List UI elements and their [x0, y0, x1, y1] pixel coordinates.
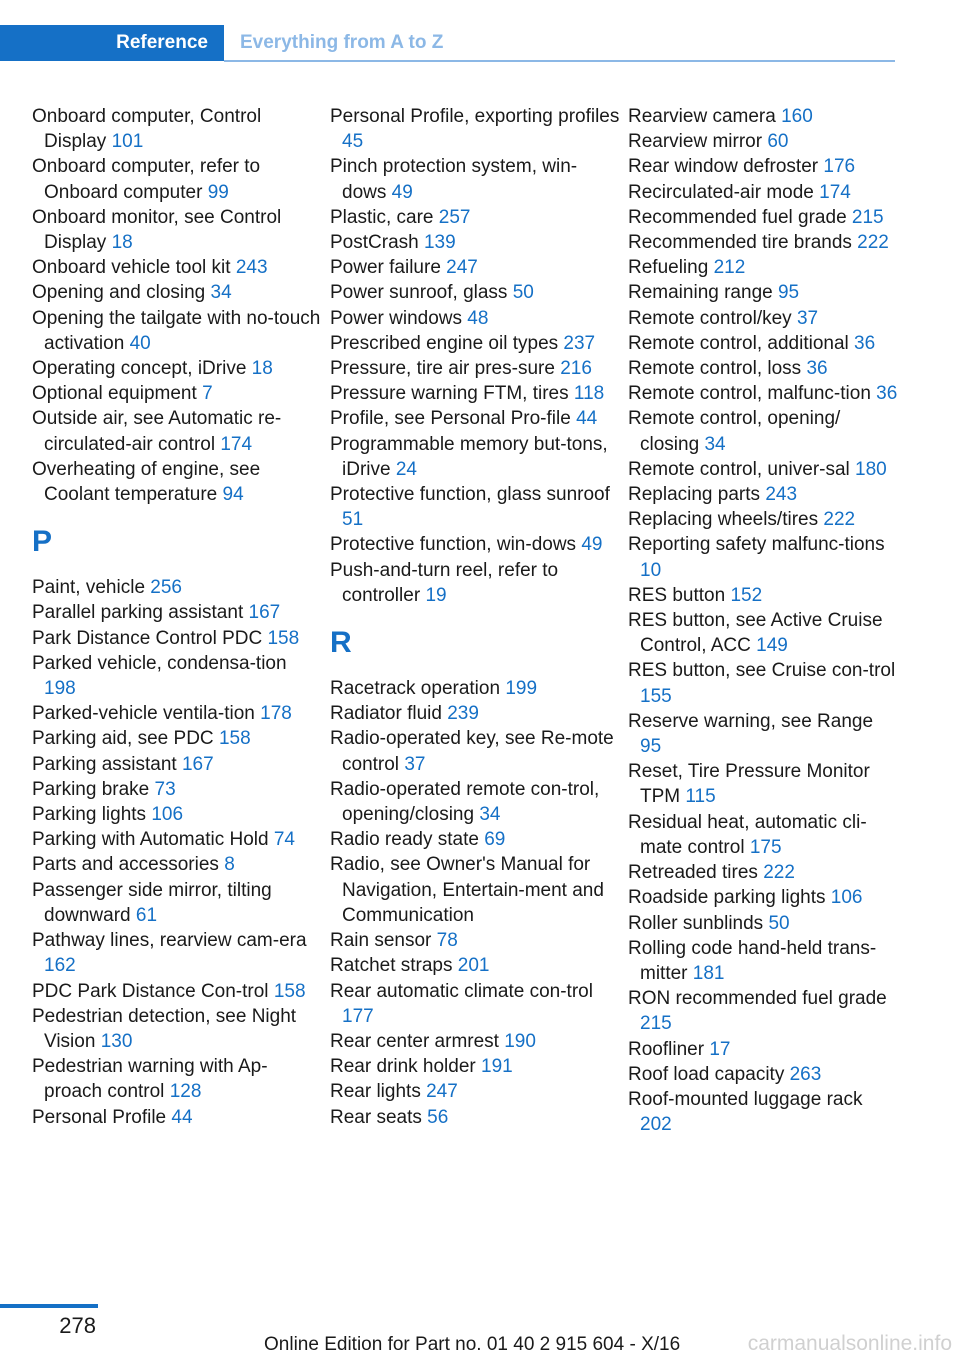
- page-link[interactable]: 263: [789, 1063, 822, 1085]
- index-entry: [330, 676, 620, 701]
- page-link[interactable]: 158: [267, 627, 300, 649]
- section-letter: R: [330, 626, 352, 660]
- index-entry: [628, 860, 898, 885]
- index-entry-text: Radio, see Owner's Manual for Navigation, Entertain-ment and Communication: [330, 854, 604, 926]
- page-link[interactable]: 106: [151, 804, 184, 826]
- index-entry-text: Remote control, malfunc-tion: [628, 383, 871, 405]
- page-link[interactable]: 152: [730, 584, 763, 606]
- index-entry-text: Retreaded tires: [628, 862, 758, 884]
- index-entry: [330, 558, 620, 608]
- index-entry: [330, 356, 620, 381]
- page-link[interactable]: 99: [207, 181, 229, 203]
- index-entry-text: Racetrack operation: [330, 678, 501, 700]
- index-entry-text: Power sunroof, glass: [330, 282, 508, 304]
- page-link[interactable]: 73: [154, 778, 176, 800]
- index-entry: [330, 406, 620, 431]
- page-link[interactable]: 8: [224, 854, 235, 876]
- index-entry-text: Passenger side mirror, tilting downward: [32, 879, 272, 926]
- index-entry-text: Remote control/key: [628, 307, 792, 329]
- index-entry: [628, 986, 898, 1036]
- index-entry: [628, 1037, 898, 1062]
- page-link[interactable]: 101: [111, 131, 144, 153]
- page-link[interactable]: 167: [248, 602, 281, 624]
- index-entry-text: Profile, see Personal Pro-file: [330, 408, 571, 430]
- page-link[interactable]: 149: [756, 635, 788, 657]
- index-entry-text: Rear drink holder: [330, 1056, 476, 1078]
- index-entry-text: Parking assistant: [32, 753, 177, 775]
- index-entry: [628, 180, 898, 205]
- page-link[interactable]: 69: [484, 829, 506, 851]
- index-entry: [628, 1062, 898, 1087]
- index-entry-text: Refueling: [628, 257, 709, 279]
- index-entry-text: Rearview camera: [628, 106, 776, 127]
- index-entry: [330, 205, 620, 230]
- index-entry-text: PDC Park Distance Con-trol: [32, 980, 269, 1002]
- index-entry-text: Rear lights: [330, 1081, 421, 1103]
- page-link[interactable]: 49: [581, 534, 603, 556]
- index-entry: [628, 406, 898, 456]
- index-entry: [32, 651, 322, 701]
- index-entry: [330, 1079, 620, 1104]
- watermark: carmanualsonline.info: [747, 1332, 952, 1355]
- section-letter: P: [32, 525, 53, 559]
- index-entry-text: Parking with Automatic Hold: [32, 829, 269, 851]
- page-link[interactable]: 247: [446, 257, 478, 279]
- index-entry-text: Onboard computer, Control Display: [32, 106, 262, 153]
- index-entry-text: Plastic, care: [330, 206, 434, 228]
- index-entry-text: Rolling code hand-held trans-mitter: [628, 937, 877, 984]
- page-link[interactable]: 94: [222, 484, 244, 506]
- index-entry: [32, 979, 322, 1004]
- page-link[interactable]: 19: [425, 584, 447, 606]
- page-link[interactable]: 174: [819, 181, 851, 203]
- index-entry-text: Rear center armrest: [330, 1030, 499, 1052]
- index-entry-text: Push-and-turn reel, refer to controller: [330, 559, 559, 606]
- page-link[interactable]: 51: [342, 509, 364, 531]
- page-link[interactable]: 115: [685, 786, 716, 808]
- page-link[interactable]: 24: [395, 458, 417, 480]
- index-entry-text: Protective function, win-dows: [330, 534, 577, 556]
- page-link[interactable]: 256: [150, 577, 182, 599]
- index-entry: [628, 885, 898, 910]
- index-entry: [32, 928, 322, 978]
- index-entry-text: Personal Profile, exporting profiles: [330, 106, 620, 127]
- index-entry: [628, 1087, 898, 1137]
- index-entry: [330, 852, 620, 928]
- index-entry: [32, 852, 322, 877]
- index-entry: [330, 1105, 620, 1130]
- index-entry-text: Remaining range: [628, 282, 773, 304]
- index-entry: [628, 457, 898, 482]
- page-link[interactable]: 34: [704, 433, 726, 455]
- index-entry-text: Power windows: [330, 307, 462, 329]
- index-entry: [32, 1054, 322, 1104]
- page-link[interactable]: 198: [44, 678, 76, 700]
- index-column-2: [330, 104, 620, 1130]
- index-entry: [330, 381, 620, 406]
- index-entry-text: PostCrash: [330, 232, 419, 254]
- page-link[interactable]: 50: [512, 282, 534, 304]
- page-link[interactable]: 158: [218, 728, 251, 750]
- index-entry-text: Pressure warning FTM, tires: [330, 383, 569, 405]
- index-entry-text: Outside air, see Automatic re-circulated-air control: [32, 408, 282, 455]
- index-entry: [628, 306, 898, 331]
- page-link[interactable]: 257: [438, 206, 471, 228]
- index-entry: [628, 230, 898, 255]
- page-link[interactable]: 56: [427, 1106, 449, 1128]
- page-link[interactable]: 199: [505, 678, 538, 700]
- index-entry: [330, 482, 620, 532]
- index-entry: [330, 432, 620, 482]
- index-entry: [32, 381, 322, 406]
- page-link[interactable]: 17: [709, 1038, 731, 1060]
- page-link[interactable]: 18: [251, 358, 273, 380]
- index-entry-text: Parts and accessories: [32, 854, 219, 876]
- page-link[interactable]: 37: [404, 753, 426, 775]
- index-column-1: [32, 104, 322, 1130]
- page-link[interactable]: 174: [220, 433, 253, 455]
- page-link[interactable]: 155: [640, 685, 672, 707]
- page-number-bar: [0, 1304, 98, 1308]
- index-entry: [32, 726, 322, 751]
- index-entry: [32, 104, 322, 154]
- page-number: 278: [59, 1313, 96, 1338]
- page-link[interactable]: 50: [768, 912, 790, 934]
- index-entry-text: Replacing wheels/tires: [628, 509, 819, 531]
- index-entry: [330, 280, 620, 305]
- page-link[interactable]: 34: [479, 804, 501, 826]
- index-entry-text: Protective function, glass sunroof: [330, 484, 610, 506]
- index-entry-text: Radio ready state: [330, 829, 479, 851]
- page-link[interactable]: 118: [573, 383, 605, 405]
- index-entry: [32, 777, 322, 802]
- index-entry: [32, 205, 322, 255]
- index-entry: [628, 356, 898, 381]
- section-title[interactable]: Everything from A to Z: [240, 32, 444, 53]
- index-entry: [32, 457, 322, 507]
- index-entry: [32, 406, 322, 456]
- page-link[interactable]: 212: [713, 257, 746, 279]
- index-entry-text: Parallel parking assistant: [32, 602, 244, 624]
- index-entry-text: Parking aid, see PDC: [32, 728, 214, 750]
- page-link[interactable]: 175: [749, 836, 782, 858]
- index-entry-text: Replacing parts: [628, 484, 761, 506]
- index-entry-text: Rear automatic climate con-trol: [330, 980, 593, 1002]
- page-link[interactable]: 215: [640, 1013, 672, 1035]
- index-entry: [628, 154, 898, 179]
- index-entry: [628, 608, 898, 658]
- index-entry: [628, 104, 898, 129]
- index-entry-text: Operating concept, iDrive: [32, 358, 247, 380]
- index-entry: [330, 306, 620, 331]
- page-link[interactable]: 243: [765, 484, 798, 506]
- index-entry: [32, 600, 322, 625]
- index-entry: [32, 1105, 322, 1130]
- index-entry-text: Residual heat, automatic cli-mate control: [628, 811, 867, 858]
- index-entry-text: Personal Profile: [32, 1106, 167, 1128]
- page-link[interactable]: 243: [235, 257, 268, 279]
- page-link[interactable]: 44: [576, 408, 598, 430]
- index-entry: [330, 726, 620, 776]
- index-entry-text: Opening and closing: [32, 282, 206, 304]
- page-link[interactable]: 222: [857, 232, 889, 254]
- index-entry-text: Roller sunblinds: [628, 912, 764, 934]
- index-entry-text: Opening the tailgate with no-touch activation: [32, 307, 321, 354]
- page-link[interactable]: 48: [467, 307, 489, 329]
- index-entry-text: Pressure, tire air pres-sure: [330, 358, 555, 380]
- index-entry-text: Rearview mirror: [628, 131, 763, 153]
- page-link[interactable]: 95: [640, 736, 662, 758]
- index-entry-text: Parking brake: [32, 778, 150, 800]
- page-link[interactable]: 178: [260, 703, 292, 725]
- index-entry: [330, 230, 620, 255]
- index-entry-text: Pedestrian detection, see Night Vision: [32, 1005, 297, 1052]
- index-entry-text: Radio-operated key, see Re-mote control: [330, 728, 614, 775]
- index-entry-text: Remote control, univer-sal: [628, 458, 850, 480]
- index-entry-text: Prescribed engine oil types: [330, 332, 559, 354]
- index-entry: [628, 911, 898, 936]
- page-link[interactable]: 158: [273, 980, 306, 1002]
- index-entry-text: Radiator fluid: [330, 703, 442, 725]
- index-entry: [628, 709, 898, 759]
- edition-footer: Online Edition for Part no. 01 40 2 915 604 - X/16: [264, 1334, 681, 1355]
- index-entry: [628, 129, 898, 154]
- index-entry-text: Roof load capacity: [628, 1063, 785, 1085]
- index-entry: [32, 255, 322, 280]
- page-link[interactable]: 202: [640, 1114, 672, 1136]
- index-entry-text: Remote control, additional: [628, 332, 849, 354]
- index-entry-text: Reset, Tire Pressure Monitor TPM: [628, 761, 870, 808]
- page-link[interactable]: 247: [426, 1081, 458, 1103]
- index-entry: [32, 626, 322, 651]
- index-entry: [32, 701, 322, 726]
- page-link[interactable]: 180: [855, 458, 887, 480]
- index-entry-text: Radio-operated remote con-trol, opening/closing: [330, 778, 600, 826]
- index-entry-text: Remote control, opening/ closing: [628, 408, 841, 455]
- index-entry-text: Pathway lines, rearview cam-era: [32, 930, 307, 952]
- index-entry: [628, 936, 898, 986]
- index-entry-text: Onboard computer, refer to Onboard computer: [32, 156, 261, 203]
- index-entry: [628, 205, 898, 230]
- index-entry-text: Remote control, loss: [628, 358, 802, 380]
- index-entry-text: Reporting safety malfunc-tions: [628, 534, 885, 556]
- index-entry: [330, 827, 620, 852]
- page-link[interactable]: 78: [436, 930, 458, 952]
- index-entry: [628, 507, 898, 532]
- index-entry-text: Roadside parking lights: [628, 887, 826, 909]
- page-link[interactable]: 130: [100, 1030, 133, 1052]
- page-link[interactable]: 74: [273, 829, 295, 851]
- index-entry-text: Parking lights: [32, 804, 147, 826]
- index-entry-text: Paint, vehicle: [32, 577, 146, 599]
- page-header: [0, 25, 895, 61]
- page-link[interactable]: 162: [44, 955, 76, 977]
- page-link[interactable]: 222: [823, 509, 856, 531]
- index-entry-text: Recommended tire brands: [628, 232, 852, 254]
- index-entry: [628, 280, 898, 305]
- index-entry: [32, 1004, 322, 1054]
- index-entry: [628, 583, 898, 608]
- page-link[interactable]: 44: [171, 1106, 193, 1128]
- index-entry-text: Ratchet straps: [330, 955, 453, 977]
- index-entry: [32, 827, 322, 852]
- index-entry-text: Optional equipment: [32, 383, 197, 405]
- page-link[interactable]: 201: [457, 955, 490, 977]
- index-entry: [628, 759, 898, 809]
- index-entry: [330, 1054, 620, 1079]
- page-link[interactable]: 36: [876, 383, 898, 405]
- page-link[interactable]: 61: [135, 904, 158, 926]
- index-entry: [330, 701, 620, 726]
- index-entry: [330, 928, 620, 953]
- index-entry: [330, 255, 620, 280]
- page-link[interactable]: 176: [823, 156, 856, 178]
- index-entry: [330, 104, 620, 154]
- index-entry-text: Overheating of engine, see Coolant temperature: [32, 458, 261, 506]
- index-entry-text: RES button: [628, 584, 726, 606]
- index-entry-text: Pinch protection system, win-dows: [330, 156, 578, 203]
- index-entry: [330, 331, 620, 356]
- page-link[interactable]: 40: [129, 332, 151, 354]
- index-entry-text: RES button, see Cruise con-trol: [628, 660, 896, 682]
- index-entry: [32, 306, 322, 356]
- page-link[interactable]: 215: [851, 206, 884, 228]
- index-entry: [628, 658, 898, 708]
- index-entry-text: Power failure: [330, 257, 441, 279]
- index-entry-text: Onboard monitor, see Control Display: [32, 206, 282, 254]
- page-link[interactable]: 60: [767, 131, 789, 153]
- index-entry-text: Park Distance Control PDC: [32, 627, 263, 649]
- page-link[interactable]: 49: [391, 181, 413, 203]
- index-entry: [32, 752, 322, 777]
- page-link[interactable]: 36: [806, 358, 828, 380]
- index-entry-text: Roofliner: [628, 1038, 705, 1060]
- index-entry-text: Parked vehicle, condensa-tion: [32, 652, 287, 674]
- index-entry-text: Pedestrian warning with Ap-proach control: [32, 1056, 268, 1103]
- index-entry-text: Roof-mounted luggage rack: [628, 1088, 863, 1110]
- page-link[interactable]: 95: [777, 282, 800, 304]
- page-link[interactable]: 237: [563, 332, 596, 354]
- index-entry-text: Recommended fuel grade: [628, 206, 847, 228]
- page-link[interactable]: 181: [692, 962, 725, 984]
- page-link[interactable]: 34: [210, 282, 232, 304]
- index-entry: [32, 878, 322, 928]
- page-link[interactable]: 167: [181, 753, 214, 775]
- index-entry: [628, 482, 898, 507]
- section-tab[interactable]: Reference: [0, 25, 224, 61]
- page-link[interactable]: 139: [423, 232, 456, 254]
- index-entry: [330, 777, 620, 827]
- header-rule: [224, 60, 895, 62]
- index-entry: [32, 802, 322, 827]
- index-entry-text: Rear window defroster: [628, 156, 819, 178]
- index-entry: [330, 953, 620, 978]
- index-entry: [628, 532, 898, 582]
- index-entry-text: RON recommended fuel grade: [628, 988, 887, 1010]
- page-link[interactable]: 37: [796, 307, 819, 329]
- index-entry-text: Parked-vehicle ventila-tion: [32, 703, 255, 725]
- index-entry: [628, 810, 898, 860]
- page-link[interactable]: 128: [169, 1081, 202, 1103]
- index-entry-text: RES button, see Active Cruise Control, ACC: [628, 610, 883, 657]
- index-entry: [32, 575, 322, 600]
- page-link[interactable]: 106: [830, 887, 863, 909]
- index-entry-text: Programmable memory but-tons, iDrive: [330, 433, 608, 480]
- index-column-3: [628, 104, 898, 1137]
- page-link[interactable]: 160: [781, 106, 813, 127]
- page-link[interactable]: 10: [640, 559, 662, 581]
- page-link[interactable]: 190: [504, 1030, 536, 1052]
- index-entry: [32, 280, 322, 305]
- page-link[interactable]: 7: [202, 383, 213, 405]
- page-link[interactable]: 45: [342, 131, 364, 153]
- page-link[interactable]: 222: [763, 862, 795, 884]
- page-link[interactable]: 36: [854, 332, 876, 354]
- index-entry: [330, 154, 620, 204]
- index-entry-text: Rain sensor: [330, 930, 432, 952]
- page-link[interactable]: 239: [447, 703, 479, 725]
- index-entry: [628, 255, 898, 280]
- page-link[interactable]: 191: [481, 1056, 513, 1078]
- index-entry: [32, 356, 322, 381]
- index-entry: [628, 381, 898, 406]
- page-link[interactable]: 18: [111, 232, 133, 254]
- page-link[interactable]: 216: [560, 358, 592, 380]
- index-entry: [628, 331, 898, 356]
- index-entry-text: Recirculated-air mode: [628, 181, 814, 203]
- index-entry: [330, 979, 620, 1029]
- index-entry: [330, 532, 620, 557]
- index-entry: [330, 1029, 620, 1054]
- index-entry-text: Onboard vehicle tool kit: [32, 257, 231, 279]
- page-link[interactable]: 177: [342, 1005, 374, 1027]
- index-entry-text: Reserve warning, see Range: [628, 710, 874, 732]
- index-entry: [32, 154, 322, 204]
- index-entry-text: Rear seats: [330, 1106, 422, 1128]
